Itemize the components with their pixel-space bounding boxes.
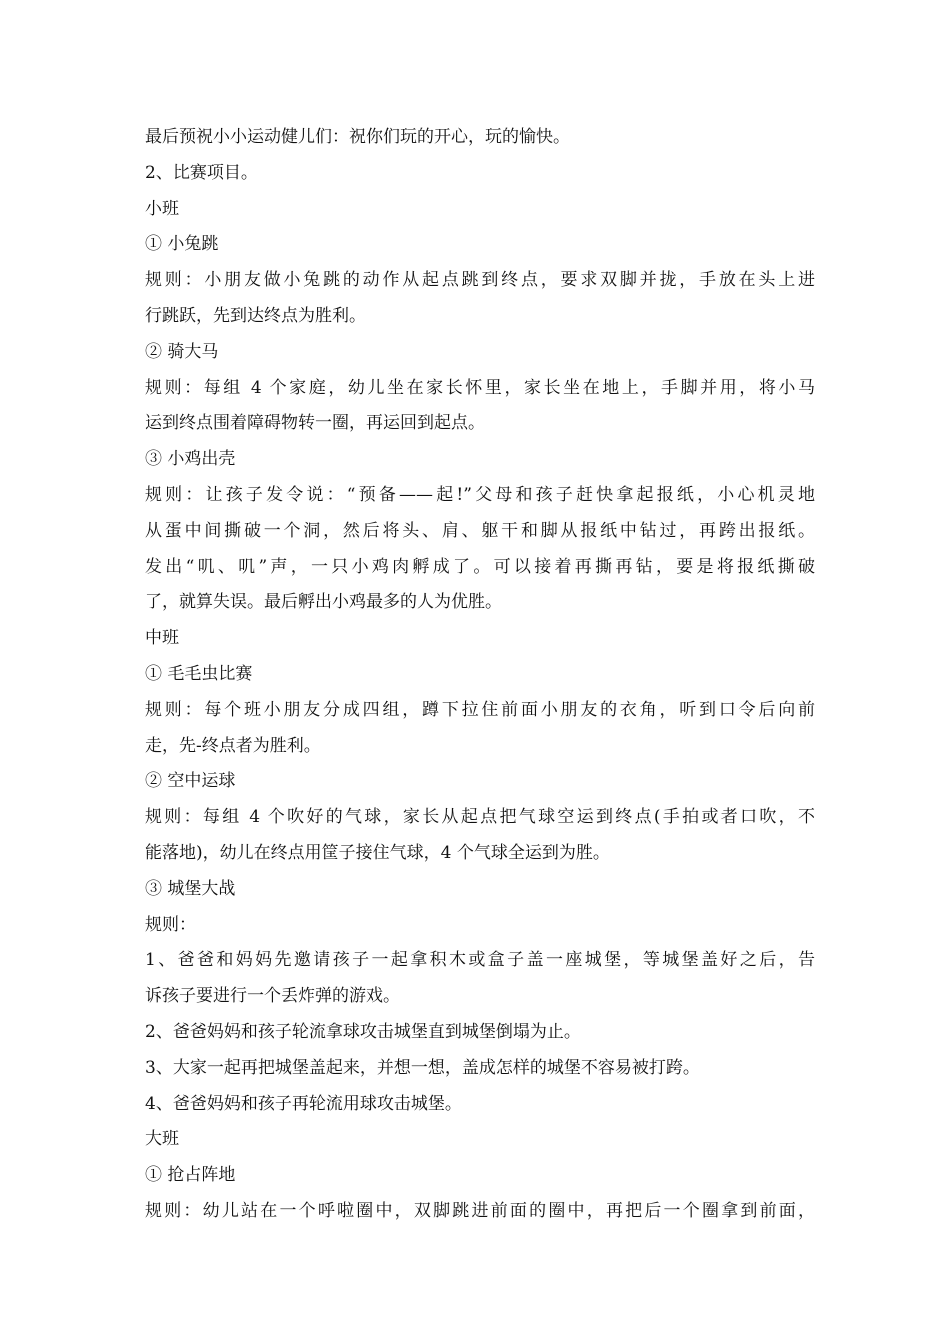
rule-text-line: 规则：让孩子发令说：“预备——起!”父母和孩子赶快拿起报纸，小心机灵地 [145,484,815,505]
rule-text-line: 规则：每组 4 个吹好的气球，家长从起点把气球空运到终点(手拍或者口吹，不 [145,807,815,828]
event-title-chick-hatch: ③ 小鸡出壳 [145,449,236,470]
rule-step-4: 4、爸爸妈妈和孩子再轮流用球攻击城堡。 [145,1093,462,1114]
rule-step-1: 1、爸爸和妈妈先邀请孩子一起拿积木或盒子盖一座城堡，等城堡盖好之后，告 [145,950,815,971]
rule-label: 规则： [145,914,196,935]
class-heading-middle: 中班 [145,628,179,649]
section-heading-events: 2、比赛项目。 [145,162,258,183]
event-title-rabbit-jump: ① 小兔跳 [145,234,219,255]
event-title-seize-position: ① 抢占阵地 [145,1165,236,1186]
rule-step-3: 3、大家一起再把城堡盖起来，并想一想，盖成怎样的城堡不容易被打跨。 [145,1057,700,1078]
rule-step-1-cont: 诉孩子要进行一个丢炸弹的游戏。 [145,986,400,1007]
document-body [145,120,815,1230]
rule-text-line: 走，先-终点者为胜利。 [145,735,321,756]
rule-text-line: 了，就算失误。最后孵出小鸡最多的人为优胜。 [145,592,502,613]
rule-text-line: 发出“叽、叽”声，一只小鸡肉孵成了。可以接着再撕再钻，要是将报纸撕破 [145,556,815,577]
class-heading-small: 小班 [145,198,179,219]
class-heading-large: 大班 [145,1129,179,1150]
rule-text-line: 能落地)，幼儿在终点用筐子接住气球，4 个气球全运到为胜。 [145,842,610,863]
rule-text-line: 规则：每个班小朋友分成四组，蹲下拉住前面小朋友的衣角，听到口令后向前 [145,699,815,720]
event-title-caterpillar: ① 毛毛虫比赛 [145,663,253,684]
rule-text-line: 行跳跃，先到达终点为胜利。 [145,305,366,326]
event-title-air-balloon: ② 空中运球 [145,771,236,792]
rule-text-line: 规则：每组 4 个家庭，幼儿坐在家长怀里，家长坐在地上，手脚并用，将小马 [145,377,815,398]
event-title-ride-horse: ② 骑大马 [145,341,219,362]
event-title-castle-battle: ③ 城堡大战 [145,878,236,899]
rule-step-2: 2、爸爸妈妈和孩子轮流拿球攻击城堡直到城堡倒塌为止。 [145,1021,581,1042]
rule-text-line: 规则：小朋友做小兔跳的动作从起点跳到终点，要求双脚并拢，手放在头上进 [145,270,815,291]
closing-wish-line: 最后预祝小小运动健儿们：祝你们玩的开心，玩的愉快。 [145,127,570,147]
rule-text-line: 规则：幼儿站在一个呼啦圈中，双脚跳进前面的圈中，再把后一个圈拿到前面， [145,1200,815,1221]
rule-text-line: 运到终点围着障碍物转一圈，再运回到起点。 [145,413,485,434]
rule-text-line: 从蛋中间撕破一个洞，然后将头、肩、躯干和脚从报纸中钻过，再跨出报纸。 [145,520,815,541]
